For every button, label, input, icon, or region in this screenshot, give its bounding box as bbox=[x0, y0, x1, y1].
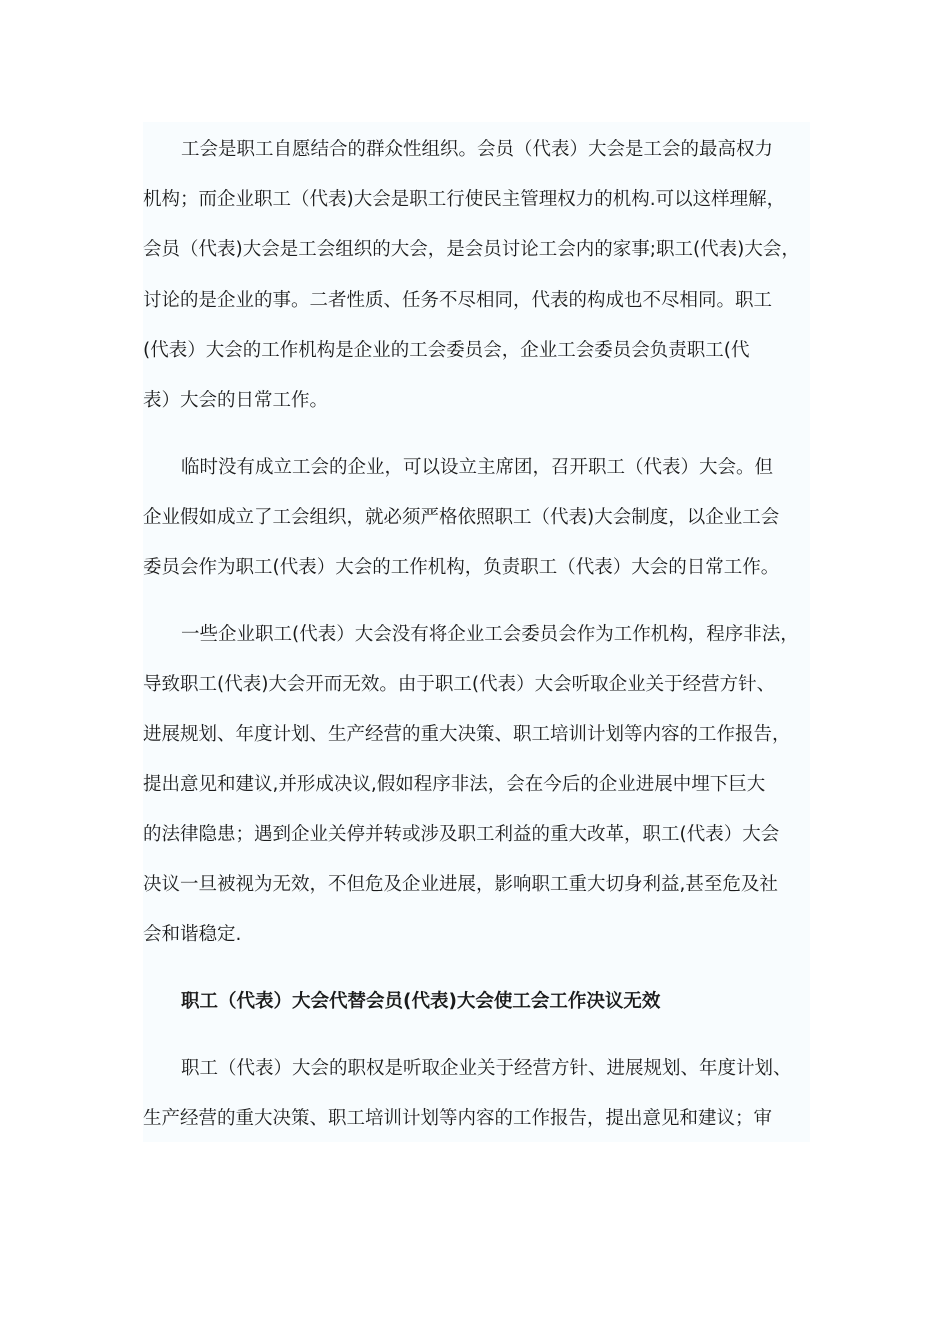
paragraph-3-line-7: 会和谐稳定. bbox=[143, 924, 242, 945]
section-heading: 职工（代表）大会代替会员(代表)大会使工会工作决议无效 bbox=[181, 991, 661, 1012]
paragraph-3-line-3: 进展规划、年度计划、生产经营的重大决策、职工培训计划等内容的工作报告， bbox=[143, 724, 791, 745]
paragraph-1-line-1: 工会是职工自愿结合的群众性组织。会员（代表）大会是工会的最高权力 bbox=[181, 139, 774, 160]
paragraph-1-line-3: 会员（代表)大会是工会组织的大会，是会员讨论工会内的家事;职工(代表)大会， bbox=[143, 239, 800, 260]
paragraph-2-line-2: 企业假如成立了工会组织，就必须严格依照职工（代表)大会制度，以企业工会 bbox=[143, 507, 780, 528]
paragraph-3-line-4: 提出意见和建议,并形成决议,假如程序非法，会在今后的企业进展中埋下巨大 bbox=[143, 774, 766, 795]
paragraph-3-line-2: 导致职工(代表)大会开而无效。由于职工(代表）大会听取企业关于经营方针、 bbox=[143, 674, 776, 695]
paragraph-1-line-2: 机构；而企业职工（代表)大会是职工行使民主管理权力的机构.可以这样理解， bbox=[143, 189, 786, 210]
paragraph-3-line-5: 的法律隐患；遇到企业关停并转或涉及职工利益的重大改革，职工(代表）大会 bbox=[143, 824, 780, 845]
paragraph-2-line-1: 临时没有成立工会的企业，可以设立主席团，召开职工（代表）大会。但 bbox=[181, 457, 774, 478]
paragraph-1-line-5: (代表）大会的工作机构是企业的工会委员会，企业工会委员会负责职工(代 bbox=[143, 340, 750, 361]
paragraph-5-line-2: 生产经营的重大决策、职工培训计划等内容的工作报告，提出意见和建议；审 bbox=[143, 1108, 773, 1129]
paragraph-5-line-1: 职工（代表）大会的职权是听取企业关于经营方针、进展规划、年度计划、 bbox=[181, 1058, 792, 1079]
paragraph-3-line-1: 一些企业职工(代表）大会没有将企业工会委员会作为工作机构，程序非法， bbox=[181, 624, 799, 645]
paragraph-2-line-3: 委员会作为职工(代表）大会的工作机构，负责职工（代表）大会的日常工作。 bbox=[143, 557, 780, 578]
paragraph-3-line-6: 决议一旦被视为无效，不但危及企业进展，影响职工重大切身利益,甚至危及社 bbox=[143, 874, 778, 895]
paragraph-1-line-6: 表）大会的日常工作。 bbox=[143, 390, 329, 411]
paragraph-1-line-4: 讨论的是企业的事。二者性质、任务不尽相同，代表的构成也不尽相同。职工 bbox=[143, 290, 773, 311]
